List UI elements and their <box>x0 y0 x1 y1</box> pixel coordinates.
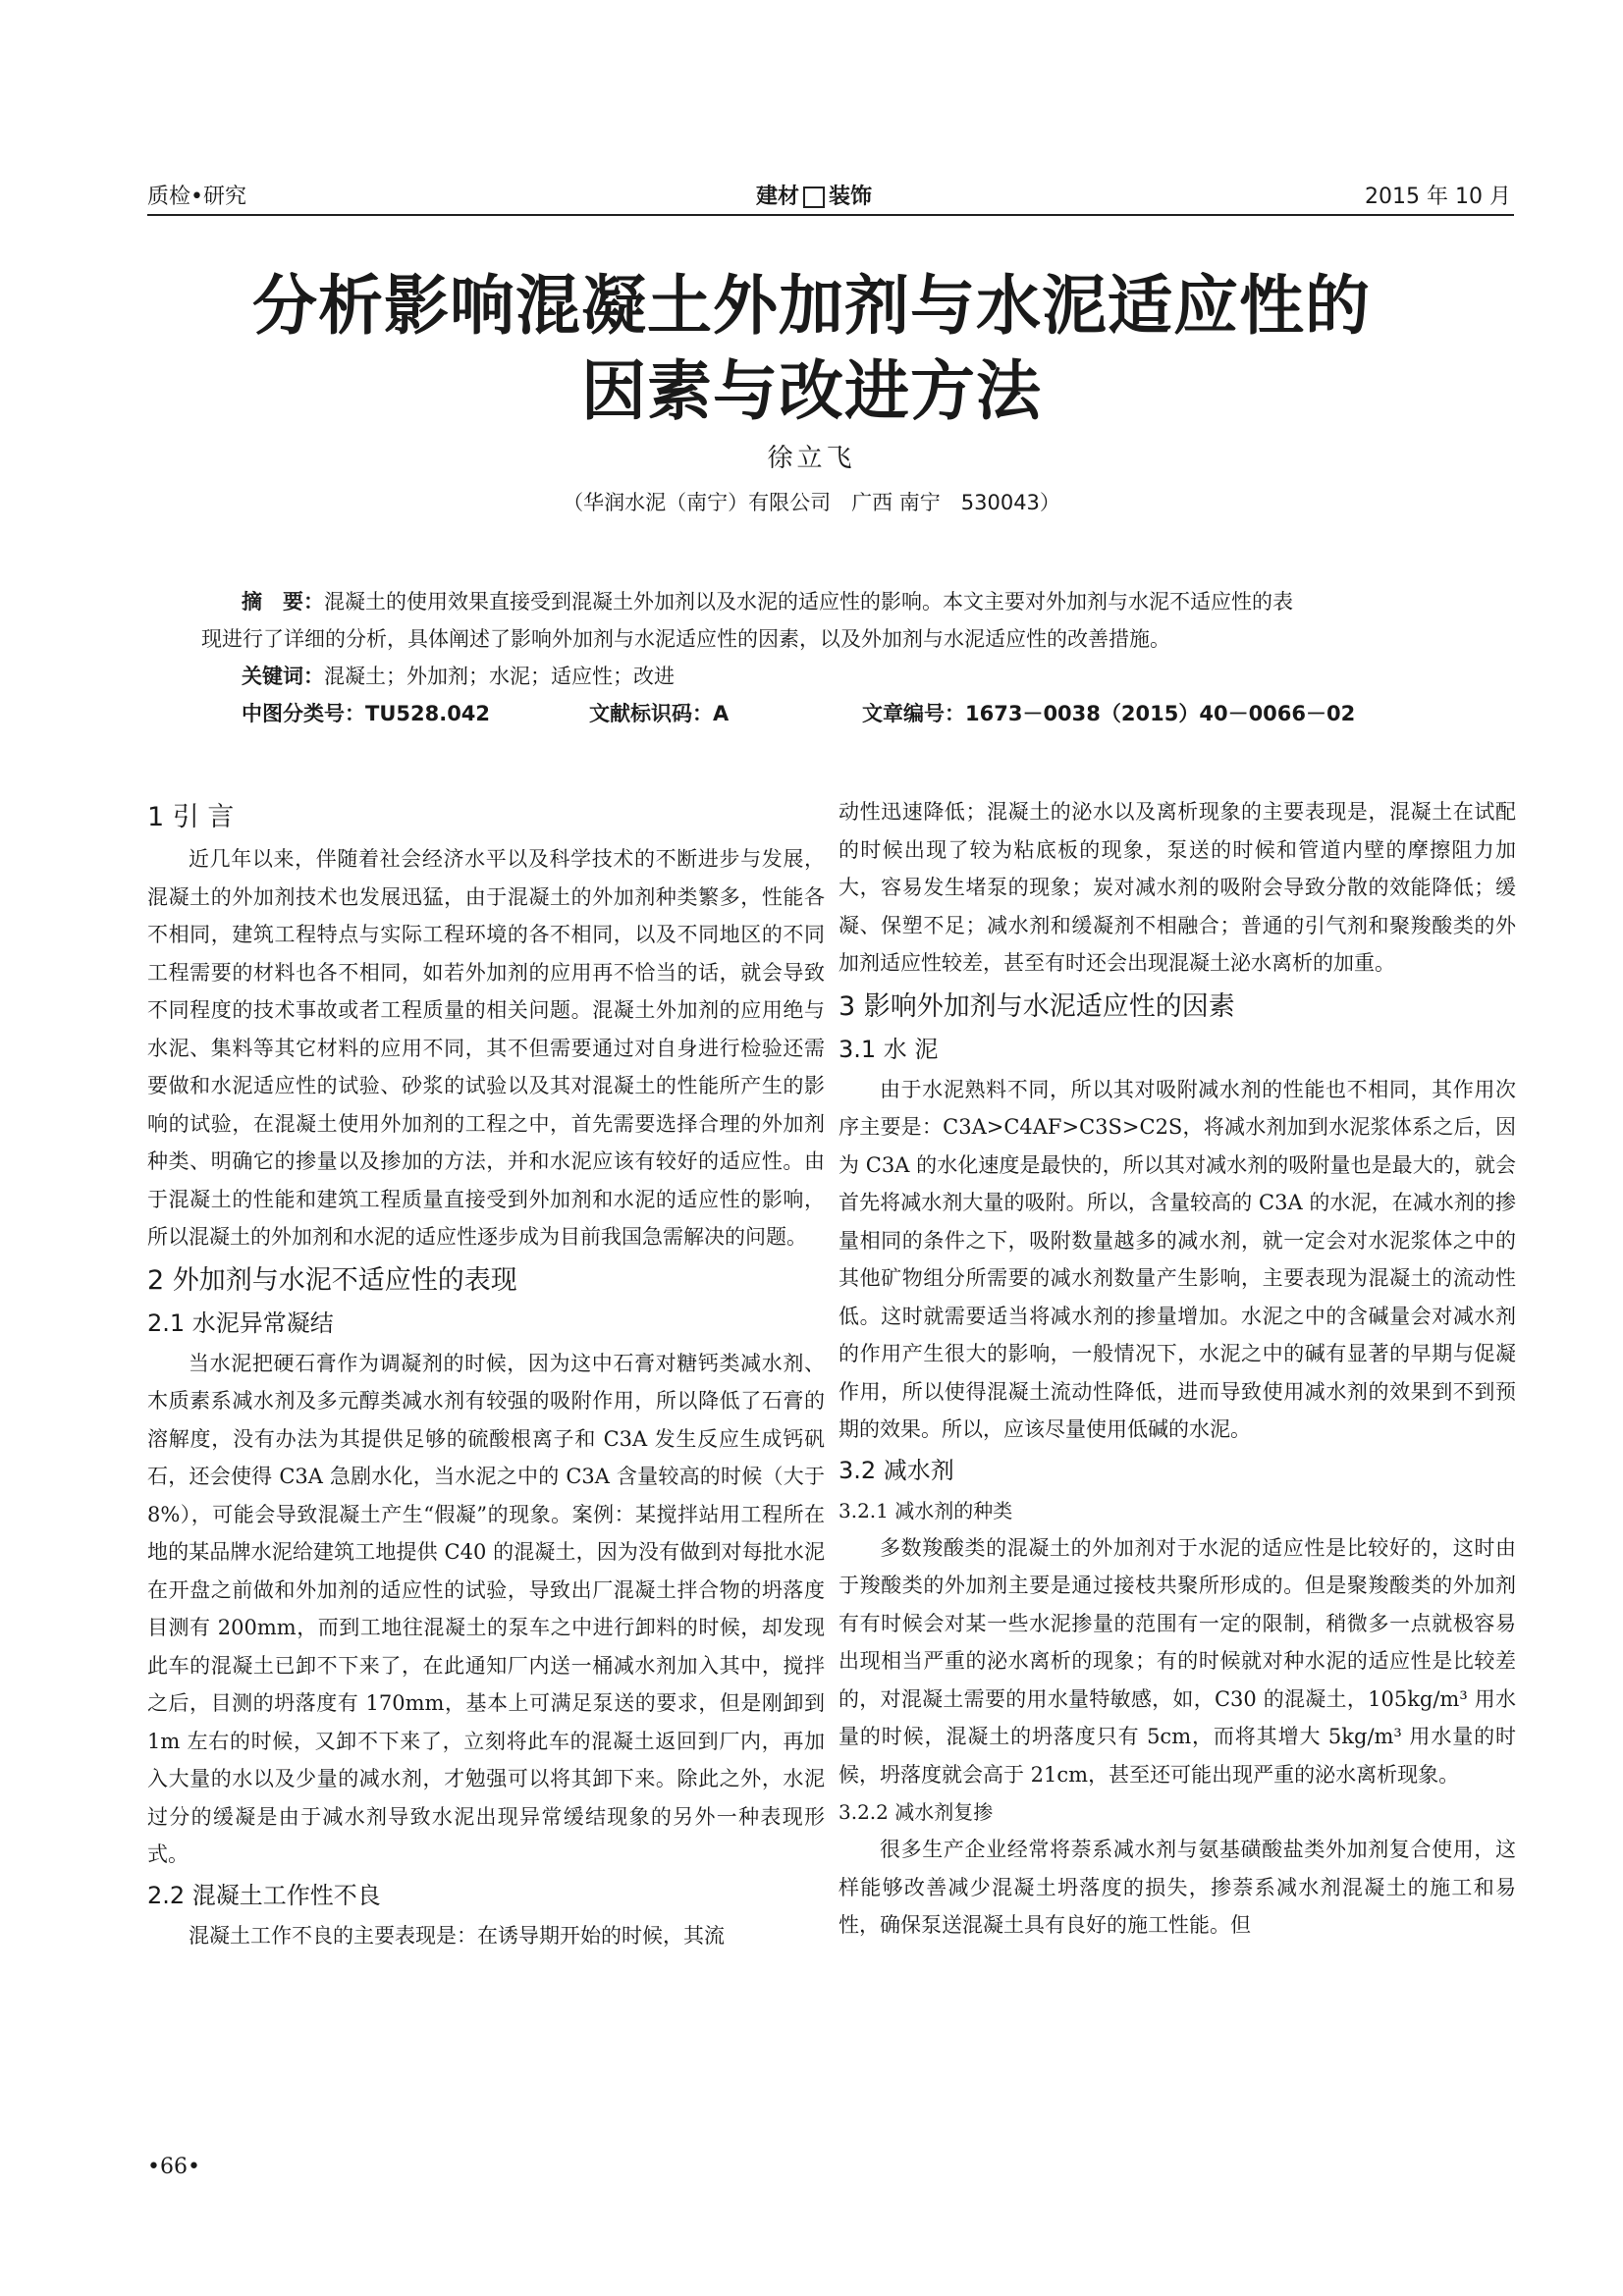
subsection-heading-3-2: 3.2 减水剂 <box>839 1456 954 1484</box>
header-rule <box>147 214 1514 216</box>
abstract-label: 摘 要： <box>242 590 324 614</box>
paragraph: 多数羧酸类的混凝土的外加剂对于水泥的适应性是比较好的，这时由于羧酸类的外加剂主要是通过接枝共聚所形成的。但是聚羧酸类的外加剂有有时候会对某一些水泥掺量的范围有一定的限制，稍微多一点就极容易出现相当严重的泌水离析的现象；有的时候就对种水泥的适应性是比较差的，对混凝土需要的用水量特敏感，如，C30 的混凝土，105kg/m³ 用水量的时候，混凝土的坍落度只有 5cm，而将其增大 5kg/m³ 用水量的时候，坍落度就会高于 21cm，甚至还可能出现严重的泌水离析现象。 <box>839 1535 1516 1787</box>
section-heading-3: 3 影响外加剂与水泥适应性的因素 <box>839 990 1235 1022</box>
paper-title-line2: 因素与改进方法 <box>581 353 1042 429</box>
subsection-heading-3-1: 3.1 水 泥 <box>839 1035 939 1063</box>
clc-number: 中图分类号：TU528.042 <box>242 702 491 725</box>
subsection-heading-2-2: 2.2 混凝土工作性不良 <box>147 1881 381 1909</box>
left-column <box>147 793 825 1954</box>
section-heading-1: 1 引 言 <box>147 802 235 832</box>
subsubsection-heading-3-2-2: 3.2.2 减水剂复掺 <box>839 1800 994 1824</box>
running-header-journal <box>756 180 872 210</box>
subsection-heading-2-1: 2.1 水泥异常凝结 <box>147 1308 334 1337</box>
paper-title-line1: 分析影响混凝土外加剂与水泥适应性的 <box>252 268 1371 344</box>
document-code: 文献标识码：A <box>589 702 730 725</box>
page-number: •66• <box>147 2155 200 2179</box>
paragraph: 当水泥把硬石膏作为调凝剂的时候，因为这中石膏对糖钙类减水剂、木质素系减水剂及多元醇类减水剂有较强的吸附作用，所以降低了石膏的溶解度，没有办法为其提供足够的硫酸根离子和 C3A 发生反应生成钙矾石，还会使得 C3A 急剧水化，当水泥之中的 C3A 含量较高的时候（大于 8%），可能会导致混凝土产生“假凝”的现象。案例：某搅拌站用工程所在地的某品牌水泥给建筑工地提供 C40 的混凝土，因为没有做到对每批水泥在开盘之前做和外加剂的适应性的试验，导致出厂混凝土拌合物的坍落度目测有 200mm，而到工地往混凝土的泵车之中进行卸料的时候，却发现此车的混凝土已卸不下来了，在此通知厂内送一桶减水剂加入其中，搅拌之后，目测的坍落度有 170mm，基本上可满足泵送的要求，但是刚卸到 1m 左右的时候，又卸不下来了，立刻将此车的混凝土返回到厂内，再加入大量的水以及少量的减水剂，才勉强可以将其卸下来。除此之外，水泥过分的缓凝是由于减水剂导致水泥出现异常缓结现象的另外一种表现形式。 <box>147 1351 825 1866</box>
keywords-label: 关键词： <box>242 665 324 688</box>
running-header-date: 2015 年 10 月 <box>1365 185 1511 209</box>
journal-name-left: 建材 <box>756 185 800 209</box>
paragraph: 由于水泥熟料不同，所以其对吸附减水剂的性能也不相同，其作用次序主要是：C3A>C4AF>C3S>C2S，将减水剂加到水泥浆体系之后，因为 C3A 的水化速度是最快的，所以其对减水剂的吸附量也是最大的，就会首先将减水剂大量的吸附。所以，含量较高的 C3A 的水泥，在减水剂的掺量相同的条件之下，吸附数量越多的减水剂，就一定会对水泥浆体之中的其他矿物组分所需要的减水剂数量产生影响，主要表现为混凝土的流动性低。这时就需要适当将减水剂的掺量增加。水泥之中的含碱量会对减水剂的作用产生很大的影响，一般情况下，水泥之中的碱有显著的早期与促凝作用，所以使得混凝土流动性降低，进而导致使用减水剂的效果到不到预期的效果。所以，应该尽量使用低碱的水泥。 <box>839 1077 1516 1441</box>
article-number: 文章编号：1673－0038（2015）40－0066－02 <box>862 702 1356 725</box>
keywords: 混凝土；外加剂；水泥；适应性；改进 <box>324 665 675 688</box>
journal-name-right: 装饰 <box>829 185 873 209</box>
abstract-text-1: 混凝土的使用效果直接受到混凝土外加剂以及水泥的适应性的影响。本文主要对外加剂与水泥不适应性的表 <box>324 590 1293 614</box>
keywords-line <box>242 659 675 694</box>
abstract-line1 <box>242 584 1469 619</box>
author: 徐立飞 <box>767 444 856 473</box>
paragraph: 动性迅速降低；混凝土的泌水以及离析现象的主要表现是，混凝土在试配的时候出现了较为粘底板的现象，泵送的时候和管道内壁的摩擦阻力加大，容易发生堵泵的现象；炭对减水剂的吸附会导致分散的效能降低；缓凝、保塑不足；减水剂和缓凝剂不相融合；普通的引气剂和聚羧酸类的外加剂适应性较差，甚至有时还会出现混凝土泌水离析的加重。 <box>839 800 1516 975</box>
abstract-text-2: 现进行了详细的分析，具体阐述了影响外加剂与水泥适应性的因素，以及外加剂与水泥适应性的改善措施。 <box>201 627 1170 651</box>
journal-logo-icon <box>803 187 825 208</box>
paragraph: 混凝土工作不良的主要表现是：在诱导期开始的时候，其流 <box>189 1923 725 1948</box>
affiliation: （华润水泥（南宁）有限公司 广西 南宁 530043） <box>563 491 1060 514</box>
running-header-section: 质检•研究 <box>147 185 246 209</box>
paragraph: 很多生产企业经常将萘系减水剂与氨基磺酸盐类外加剂复合使用，这样能够改善减少混凝土坍落度的损失，掺萘系减水剂混凝土的施工和易性，确保泵送混凝土具有良好的施工性能。但 <box>839 1838 1516 1937</box>
paragraph: 近几年以来，伴随着社会经济水平以及科学技术的不断进步与发展，混凝土的外加剂技术也发展迅猛，由于混凝土的外加剂种类繁多，性能各不相同，建筑工程特点与实际工程环境的各不相同，以及不同地区的不同工程需要的材料也各不相同，如若外加剂的应用再不恰当的话，就会导致不同程度的技术事故或者工程质量的相关问题。混凝土外加剂的应用绝与水泥、集料等其它材料的应用不同，其不但需要通过对自身进行检验还需要做和水泥适应性的试验、砂浆的试验以及其对混凝土的性能所产生的影响的试验，在混凝土使用外加剂的工程之中，首先需要选择合理的外加剂种类、明确它的掺量以及掺加的方法，并和水泥应该有较好的适应性。由于混凝土的性能和建筑工程质量直接受到外加剂和水泥的适应性的影响，所以混凝土的外加剂和水泥的适应性逐步成为目前我国急需解决的问题。 <box>147 847 825 1249</box>
right-column <box>839 793 1516 1945</box>
subsubsection-heading-3-2-1: 3.2.1 减水剂的种类 <box>839 1498 1013 1522</box>
section-heading-2: 2 外加剂与水泥不适应性的表现 <box>147 1264 517 1296</box>
